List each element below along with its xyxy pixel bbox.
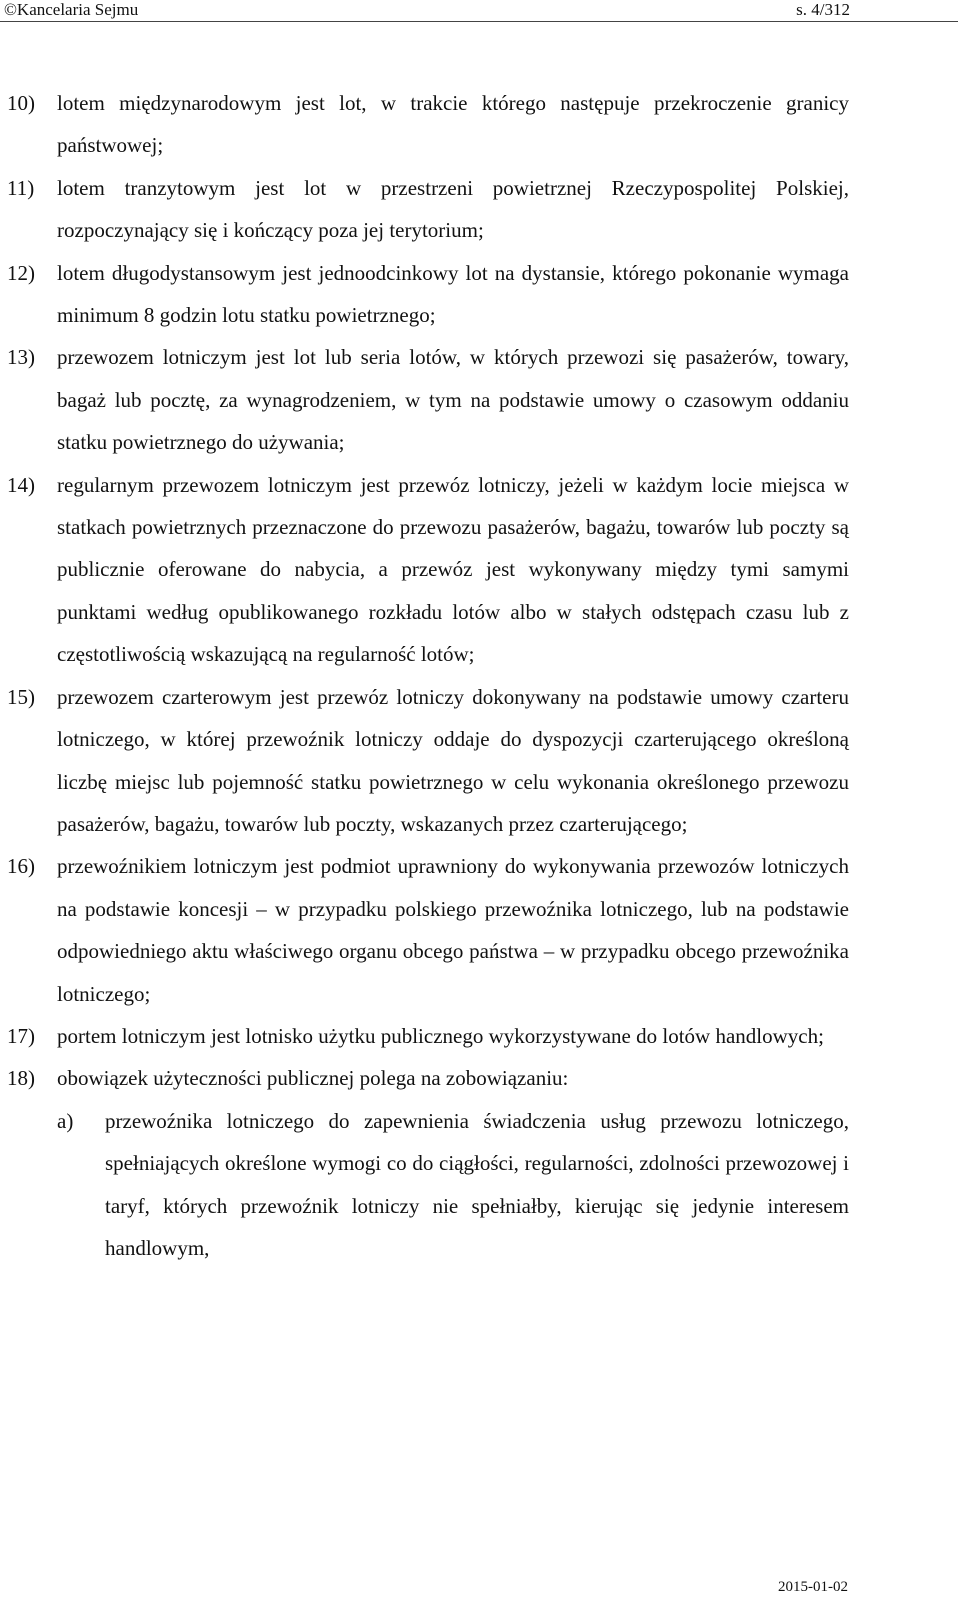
item-text: portem lotniczym jest lotnisko użytku publicznego wykorzystywane do lotów handlowych; — [57, 1023, 824, 1048]
item-number: 16) — [7, 854, 35, 879]
document-body — [0, 82, 958, 1269]
header-divider — [0, 21, 958, 22]
item-text: lotem międzynarodowym jest lot, w trakcie którego następuje przekroczenie granicy państwowej; — [57, 91, 849, 158]
item-number: 12) — [7, 260, 35, 285]
sub-item-letter: a) — [57, 1108, 74, 1133]
definition-item — [0, 82, 849, 167]
definition-item — [0, 252, 849, 337]
definition-item — [0, 1057, 849, 1099]
sub-item — [0, 1100, 849, 1270]
definition-item — [0, 676, 849, 846]
item-text: przewoźnikiem lotniczym jest podmiot uprawniony do wykonywania przewozów lotniczych na podstawie koncesji – w przypadku polskiego przewoźnika lotniczego, lub na podstawie odpowiedniego aktu właściwego organu obcego państwa – w przypadku obcego przewoźnika lotniczego; — [57, 854, 849, 1006]
page-number: s. 4/312 — [796, 0, 850, 19]
definition-item — [0, 336, 849, 463]
item-text: lotem długodystansowym jest jednoodcinkowy lot na dystansie, którego pokonanie wymaga minimum 8 godzin lotu statku powietrznego; — [57, 260, 849, 328]
item-number: 18) — [7, 1066, 35, 1091]
definition-item — [0, 1015, 849, 1057]
item-text: obowiązek użyteczności publicznej polega na zobowiązaniu: — [57, 1066, 569, 1091]
item-number: 11) — [7, 175, 35, 200]
item-number: 17) — [7, 1023, 35, 1048]
item-number: 10) — [7, 91, 35, 115]
item-number: 14) — [7, 472, 35, 497]
item-text: przewozem czarterowym jest przewóz lotniczy dokonywany na podstawie umowy czarteru lotniczego, w której przewoźnik lotniczy oddaje do dyspozycji czarterującego określoną liczbę miejsc lub pojemność statku powietrznego w celu wykonania określonego przewozu pasażerów, bagażu, towarów lub poczty, wskazanych przez czarterującego; — [57, 684, 849, 836]
definition-item — [0, 464, 849, 676]
page-header — [0, 0, 960, 22]
footer-date: 2015-01-02 — [778, 1579, 848, 1595]
item-number: 15) — [7, 684, 35, 709]
definition-item — [0, 845, 849, 1015]
item-number: 13) — [7, 345, 35, 370]
item-text: regularnym przewozem lotniczym jest przewóz lotniczy, jeżeli w każdym locie miejsca w statkach powietrznych przeznaczone do przewozu pasażerów, bagażu, towarów lub poczty są publicznie oferowane do nabycia, a przewóz jest wykonywany między tymi samymi punktami według opublikowanego rozkładu lotów albo w stałych odstępach czasu lub z częstotliwością wskazującą na regularność lotów; — [57, 472, 849, 667]
definition-item — [0, 167, 849, 252]
copyright-label: ©Kancelaria Sejmu — [4, 0, 139, 19]
item-text: lotem tranzytowym jest lot w przestrzeni powietrznej Rzeczypospolitej Polskiej, rozpoczynający się i kończący poza jej terytorium; — [57, 175, 849, 243]
sub-item-text: przewoźnika lotniczego do zapewnienia świadczenia usług przewozu lotniczego, spełniających określone wymogi co do ciągłości, regularności, zdolności przewozowej i taryf, których przewoźnik lotniczy nie spełniałby, kierując się jedynie interesem handlowym, — [105, 1108, 849, 1260]
item-text: przewozem lotniczym jest lot lub seria lotów, w których przewozi się pasażerów, towary, bagaż lub pocztę, za wynagrodzeniem, w tym na podstawie umowy o czasowym oddaniu statku powietrznego do używania; — [57, 345, 849, 455]
